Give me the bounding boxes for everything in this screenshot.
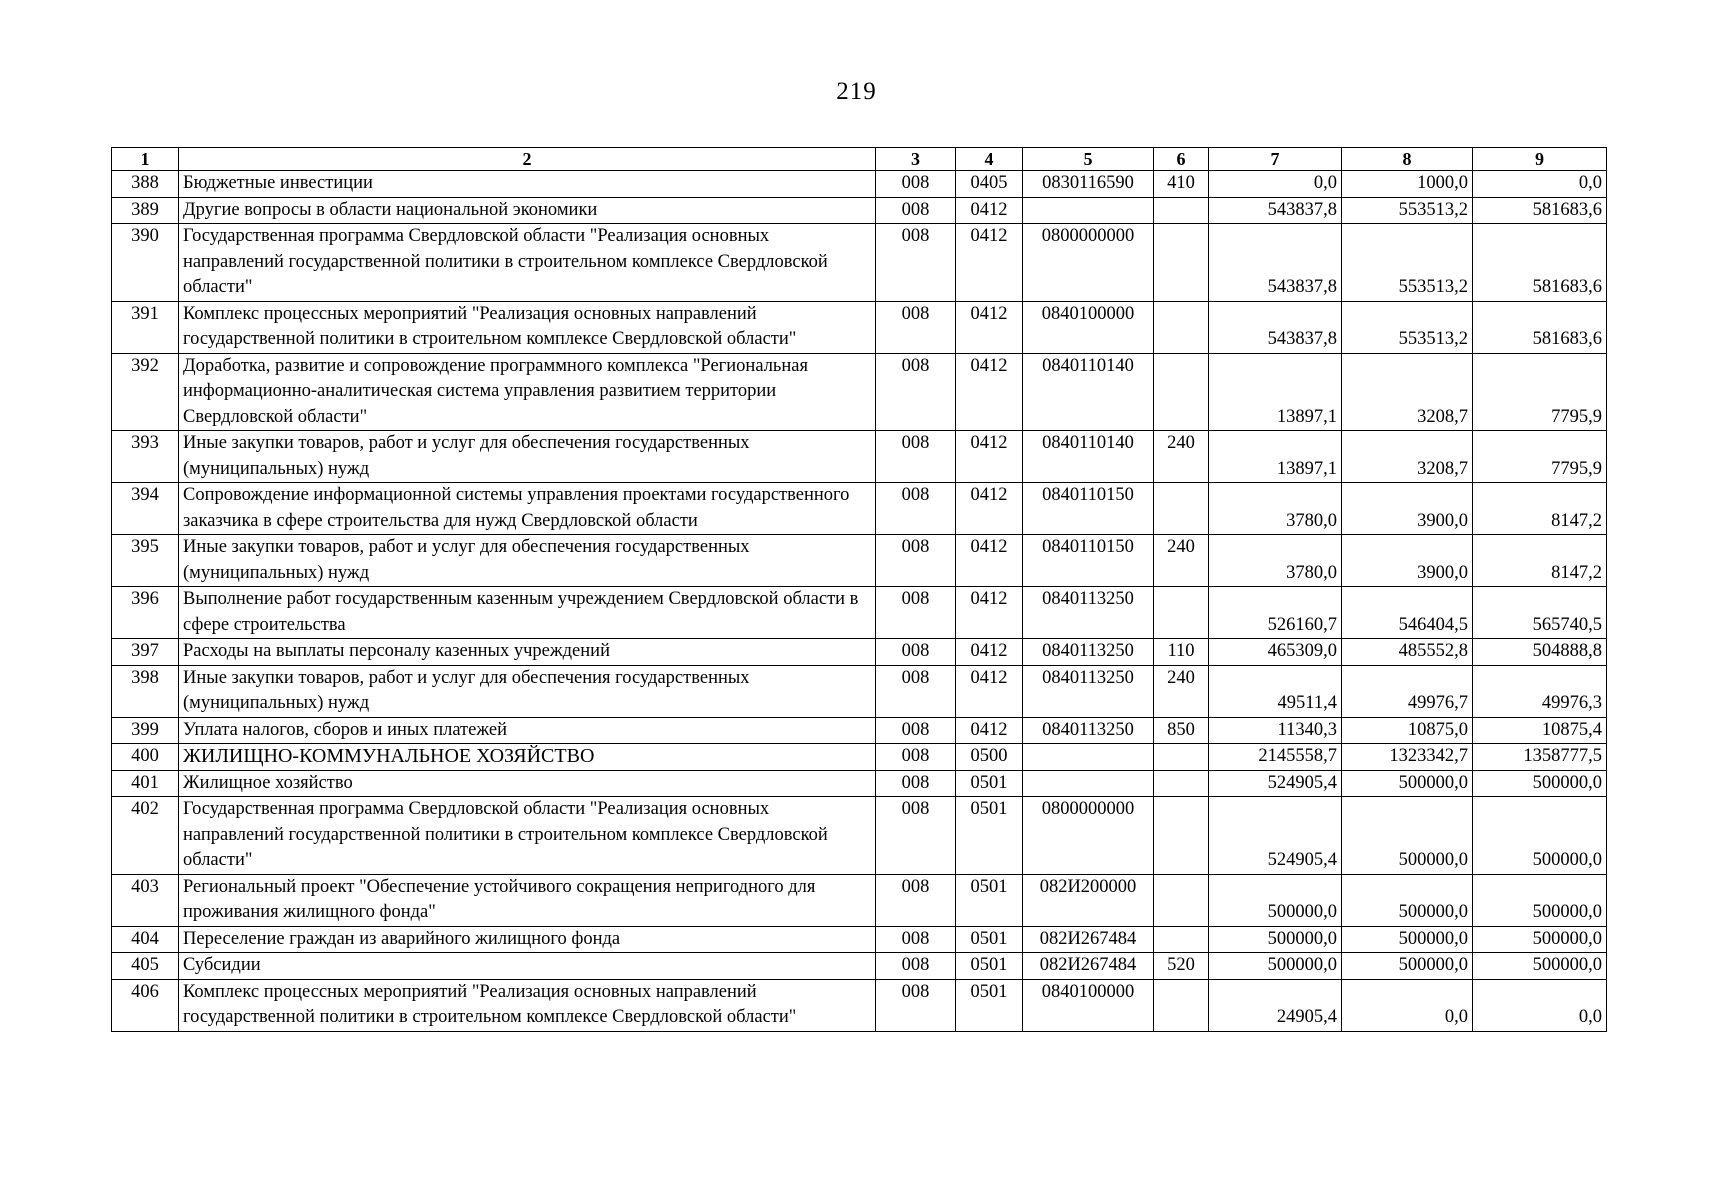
code-expense-type bbox=[1154, 979, 1209, 1031]
table-row bbox=[112, 717, 1607, 744]
row-number: 399 bbox=[112, 717, 179, 744]
code-section: 0501 bbox=[956, 770, 1023, 797]
table-row bbox=[112, 797, 1607, 875]
code-ministry: 008 bbox=[876, 197, 956, 224]
code-ministry: 008 bbox=[876, 926, 956, 953]
amount-col7: 0,0 bbox=[1209, 171, 1342, 198]
amount-col8: 546404,5 bbox=[1342, 587, 1473, 639]
amount-col7: 49511,4 bbox=[1209, 665, 1342, 717]
amount-col7: 500000,0 bbox=[1209, 926, 1342, 953]
code-section: 0412 bbox=[956, 665, 1023, 717]
code-target-item: 0800000000 bbox=[1023, 797, 1154, 875]
column-header: 8 bbox=[1342, 148, 1473, 171]
code-expense-type: 110 bbox=[1154, 639, 1209, 666]
code-section: 0501 bbox=[956, 797, 1023, 875]
column-header: 5 bbox=[1023, 148, 1154, 171]
table-row bbox=[112, 483, 1607, 535]
row-name: Доработка, развитие и сопровождение программного комплекса "Региональная информационно-аналитическая система управления развитием территории Свердловской области" bbox=[179, 353, 876, 431]
code-section: 0501 bbox=[956, 926, 1023, 953]
amount-col7: 526160,7 bbox=[1209, 587, 1342, 639]
code-expense-type: 850 bbox=[1154, 717, 1209, 744]
code-ministry: 008 bbox=[876, 301, 956, 353]
table-row bbox=[112, 353, 1607, 431]
column-header: 6 bbox=[1154, 148, 1209, 171]
code-expense-type bbox=[1154, 224, 1209, 302]
code-target-item: 0840113250 bbox=[1023, 639, 1154, 666]
row-name: Бюджетные инвестиции bbox=[179, 171, 876, 198]
code-expense-type: 240 bbox=[1154, 535, 1209, 587]
code-expense-type: 240 bbox=[1154, 431, 1209, 483]
code-target-item: 0840110140 bbox=[1023, 431, 1154, 483]
column-header: 7 bbox=[1209, 148, 1342, 171]
row-name: Выполнение работ государственным казенным учреждением Свердловской области в сфере строительства bbox=[179, 587, 876, 639]
amount-col8: 3900,0 bbox=[1342, 535, 1473, 587]
amount-col9: 7795,9 bbox=[1473, 353, 1607, 431]
row-name: Государственная программа Свердловской области "Реализация основных направлений государственной политики в строительном комплексе Свердловской области" bbox=[179, 797, 876, 875]
row-name: Другие вопросы в области национальной экономики bbox=[179, 197, 876, 224]
table-body bbox=[112, 171, 1607, 1032]
table-row bbox=[112, 197, 1607, 224]
row-name: Государственная программа Свердловской области "Реализация основных направлений государственной политики в строительном комплексе Свердловской области" bbox=[179, 224, 876, 302]
amount-col9: 581683,6 bbox=[1473, 301, 1607, 353]
table-row bbox=[112, 301, 1607, 353]
table-row bbox=[112, 744, 1607, 771]
table-row bbox=[112, 953, 1607, 980]
amount-col8: 49976,7 bbox=[1342, 665, 1473, 717]
amount-col7: 13897,1 bbox=[1209, 431, 1342, 483]
code-section: 0412 bbox=[956, 483, 1023, 535]
code-target-item bbox=[1023, 197, 1154, 224]
code-ministry: 008 bbox=[876, 797, 956, 875]
amount-col9: 500000,0 bbox=[1473, 797, 1607, 875]
row-name: Субсидии bbox=[179, 953, 876, 980]
code-section: 0405 bbox=[956, 171, 1023, 198]
code-target-item: 0840113250 bbox=[1023, 665, 1154, 717]
amount-col8: 10875,0 bbox=[1342, 717, 1473, 744]
code-target-item: 082И200000 bbox=[1023, 874, 1154, 926]
amount-col7: 3780,0 bbox=[1209, 535, 1342, 587]
row-number: 388 bbox=[112, 171, 179, 198]
amount-col9: 500000,0 bbox=[1473, 926, 1607, 953]
code-target-item: 0840100000 bbox=[1023, 979, 1154, 1031]
code-target-item: 0800000000 bbox=[1023, 224, 1154, 302]
amount-col8: 500000,0 bbox=[1342, 926, 1473, 953]
code-target-item: 0840113250 bbox=[1023, 587, 1154, 639]
amount-col9: 8147,2 bbox=[1473, 535, 1607, 587]
row-number: 405 bbox=[112, 953, 179, 980]
row-name: Региональный проект "Обеспечение устойчивого сокращения непригодного для проживания жилищного фонда" bbox=[179, 874, 876, 926]
table-row bbox=[112, 665, 1607, 717]
amount-col9: 0,0 bbox=[1473, 171, 1607, 198]
amount-col9: 7795,9 bbox=[1473, 431, 1607, 483]
code-ministry: 008 bbox=[876, 639, 956, 666]
code-section: 0412 bbox=[956, 197, 1023, 224]
code-expense-type bbox=[1154, 483, 1209, 535]
amount-col9: 504888,8 bbox=[1473, 639, 1607, 666]
amount-col8: 3208,7 bbox=[1342, 431, 1473, 483]
amount-col7: 543837,8 bbox=[1209, 224, 1342, 302]
amount-col8: 485552,8 bbox=[1342, 639, 1473, 666]
column-header: 9 bbox=[1473, 148, 1607, 171]
code-section: 0412 bbox=[956, 587, 1023, 639]
code-section: 0501 bbox=[956, 874, 1023, 926]
amount-col7: 543837,8 bbox=[1209, 301, 1342, 353]
code-ministry: 008 bbox=[876, 535, 956, 587]
amount-col8: 553513,2 bbox=[1342, 197, 1473, 224]
header-row bbox=[112, 148, 1607, 171]
code-ministry: 008 bbox=[876, 717, 956, 744]
page-number: 219 bbox=[836, 78, 877, 105]
code-ministry: 008 bbox=[876, 874, 956, 926]
amount-col9: 49976,3 bbox=[1473, 665, 1607, 717]
amount-col9: 500000,0 bbox=[1473, 770, 1607, 797]
code-expense-type: 240 bbox=[1154, 665, 1209, 717]
code-expense-type: 410 bbox=[1154, 171, 1209, 198]
row-number: 395 bbox=[112, 535, 179, 587]
code-target-item bbox=[1023, 770, 1154, 797]
code-ministry: 008 bbox=[876, 431, 956, 483]
row-number: 389 bbox=[112, 197, 179, 224]
amount-col7: 524905,4 bbox=[1209, 797, 1342, 875]
code-ministry: 008 bbox=[876, 770, 956, 797]
code-target-item bbox=[1023, 744, 1154, 771]
amount-col9: 500000,0 bbox=[1473, 953, 1607, 980]
row-name: Иные закупки товаров, работ и услуг для обеспечения государственных (муниципальных) нужд bbox=[179, 431, 876, 483]
code-expense-type bbox=[1154, 301, 1209, 353]
code-section: 0501 bbox=[956, 953, 1023, 980]
code-target-item: 0840110140 bbox=[1023, 353, 1154, 431]
code-ministry: 008 bbox=[876, 483, 956, 535]
table-row bbox=[112, 535, 1607, 587]
table-row bbox=[112, 770, 1607, 797]
row-number: 391 bbox=[112, 301, 179, 353]
row-number: 403 bbox=[112, 874, 179, 926]
table-row bbox=[112, 979, 1607, 1031]
code-expense-type bbox=[1154, 587, 1209, 639]
row-number: 393 bbox=[112, 431, 179, 483]
row-number: 390 bbox=[112, 224, 179, 302]
table-row bbox=[112, 171, 1607, 198]
amount-col7: 13897,1 bbox=[1209, 353, 1342, 431]
table-row bbox=[112, 587, 1607, 639]
code-target-item: 0840100000 bbox=[1023, 301, 1154, 353]
code-expense-type bbox=[1154, 926, 1209, 953]
row-name: Жилищное хозяйство bbox=[179, 770, 876, 797]
code-section: 0501 bbox=[956, 979, 1023, 1031]
code-section: 0500 bbox=[956, 744, 1023, 771]
code-section: 0412 bbox=[956, 431, 1023, 483]
code-expense-type bbox=[1154, 197, 1209, 224]
row-name: Комплекс процессных мероприятий "Реализация основных направлений государственной политики в строительном комплексе Свердловской области" bbox=[179, 979, 876, 1031]
code-ministry: 008 bbox=[876, 953, 956, 980]
code-target-item: 0840110150 bbox=[1023, 535, 1154, 587]
table-row bbox=[112, 874, 1607, 926]
code-section: 0412 bbox=[956, 224, 1023, 302]
code-ministry: 008 bbox=[876, 979, 956, 1031]
amount-col8: 500000,0 bbox=[1342, 770, 1473, 797]
row-number: 396 bbox=[112, 587, 179, 639]
row-number: 406 bbox=[112, 979, 179, 1031]
code-section: 0412 bbox=[956, 717, 1023, 744]
column-header: 1 bbox=[112, 148, 179, 171]
row-name: Расходы на выплаты персоналу казенных учреждений bbox=[179, 639, 876, 666]
table-row bbox=[112, 926, 1607, 953]
code-ministry: 008 bbox=[876, 171, 956, 198]
row-number: 394 bbox=[112, 483, 179, 535]
amount-col7: 524905,4 bbox=[1209, 770, 1342, 797]
amount-col8: 500000,0 bbox=[1342, 874, 1473, 926]
code-target-item: 082И267484 bbox=[1023, 926, 1154, 953]
table-row bbox=[112, 639, 1607, 666]
table-row bbox=[112, 224, 1607, 302]
amount-col8: 3208,7 bbox=[1342, 353, 1473, 431]
column-header: 4 bbox=[956, 148, 1023, 171]
amount-col7: 500000,0 bbox=[1209, 874, 1342, 926]
row-name: ЖИЛИЩНО-КОММУНАЛЬНОЕ ХОЗЯЙСТВО bbox=[179, 744, 876, 771]
code-section: 0412 bbox=[956, 535, 1023, 587]
code-expense-type: 520 bbox=[1154, 953, 1209, 980]
row-number: 404 bbox=[112, 926, 179, 953]
code-ministry: 008 bbox=[876, 353, 956, 431]
row-number: 402 bbox=[112, 797, 179, 875]
amount-col7: 465309,0 bbox=[1209, 639, 1342, 666]
amount-col7: 24905,4 bbox=[1209, 979, 1342, 1031]
code-ministry: 008 bbox=[876, 665, 956, 717]
budget-table bbox=[111, 147, 1607, 1032]
amount-col8: 1000,0 bbox=[1342, 171, 1473, 198]
row-number: 397 bbox=[112, 639, 179, 666]
row-name: Комплекс процессных мероприятий "Реализация основных направлений государственной политики в строительном комплексе Свердловской области" bbox=[179, 301, 876, 353]
code-section: 0412 bbox=[956, 301, 1023, 353]
row-name: Иные закупки товаров, работ и услуг для обеспечения государственных (муниципальных) нужд bbox=[179, 665, 876, 717]
row-name: Уплата налогов, сборов и иных платежей bbox=[179, 717, 876, 744]
code-target-item: 0840110150 bbox=[1023, 483, 1154, 535]
amount-col9: 565740,5 bbox=[1473, 587, 1607, 639]
amount-col9: 581683,6 bbox=[1473, 224, 1607, 302]
code-ministry: 008 bbox=[876, 744, 956, 771]
code-target-item: 0840113250 bbox=[1023, 717, 1154, 744]
amount-col8: 553513,2 bbox=[1342, 301, 1473, 353]
row-name: Переселение граждан из аварийного жилищного фонда bbox=[179, 926, 876, 953]
code-target-item: 082И267484 bbox=[1023, 953, 1154, 980]
code-target-item: 0830116590 bbox=[1023, 171, 1154, 198]
code-section: 0412 bbox=[956, 353, 1023, 431]
code-section: 0412 bbox=[956, 639, 1023, 666]
amount-col9: 500000,0 bbox=[1473, 874, 1607, 926]
column-header: 2 bbox=[179, 148, 876, 171]
table-row bbox=[112, 431, 1607, 483]
row-number: 392 bbox=[112, 353, 179, 431]
amount-col7: 2145558,7 bbox=[1209, 744, 1342, 771]
amount-col8: 1323342,7 bbox=[1342, 744, 1473, 771]
amount-col7: 11340,3 bbox=[1209, 717, 1342, 744]
amount-col9: 8147,2 bbox=[1473, 483, 1607, 535]
amount-col8: 500000,0 bbox=[1342, 797, 1473, 875]
code-expense-type bbox=[1154, 797, 1209, 875]
amount-col9: 10875,4 bbox=[1473, 717, 1607, 744]
code-expense-type bbox=[1154, 770, 1209, 797]
code-ministry: 008 bbox=[876, 224, 956, 302]
row-number: 398 bbox=[112, 665, 179, 717]
code-ministry: 008 bbox=[876, 587, 956, 639]
amount-col9: 1358777,5 bbox=[1473, 744, 1607, 771]
amount-col7: 500000,0 bbox=[1209, 953, 1342, 980]
amount-col9: 0,0 bbox=[1473, 979, 1607, 1031]
amount-col8: 0,0 bbox=[1342, 979, 1473, 1031]
amount-col8: 500000,0 bbox=[1342, 953, 1473, 980]
code-expense-type bbox=[1154, 874, 1209, 926]
column-header: 3 bbox=[876, 148, 956, 171]
amount-col7: 543837,8 bbox=[1209, 197, 1342, 224]
amount-col8: 553513,2 bbox=[1342, 224, 1473, 302]
row-number: 401 bbox=[112, 770, 179, 797]
row-number: 400 bbox=[112, 744, 179, 771]
code-expense-type bbox=[1154, 744, 1209, 771]
amount-col9: 581683,6 bbox=[1473, 197, 1607, 224]
row-name: Сопровождение информационной системы управления проектами государственного заказчика в сфере строительства для нужд Свердловской области bbox=[179, 483, 876, 535]
amount-col8: 3900,0 bbox=[1342, 483, 1473, 535]
row-name: Иные закупки товаров, работ и услуг для обеспечения государственных (муниципальных) нужд bbox=[179, 535, 876, 587]
amount-col7: 3780,0 bbox=[1209, 483, 1342, 535]
code-expense-type bbox=[1154, 353, 1209, 431]
